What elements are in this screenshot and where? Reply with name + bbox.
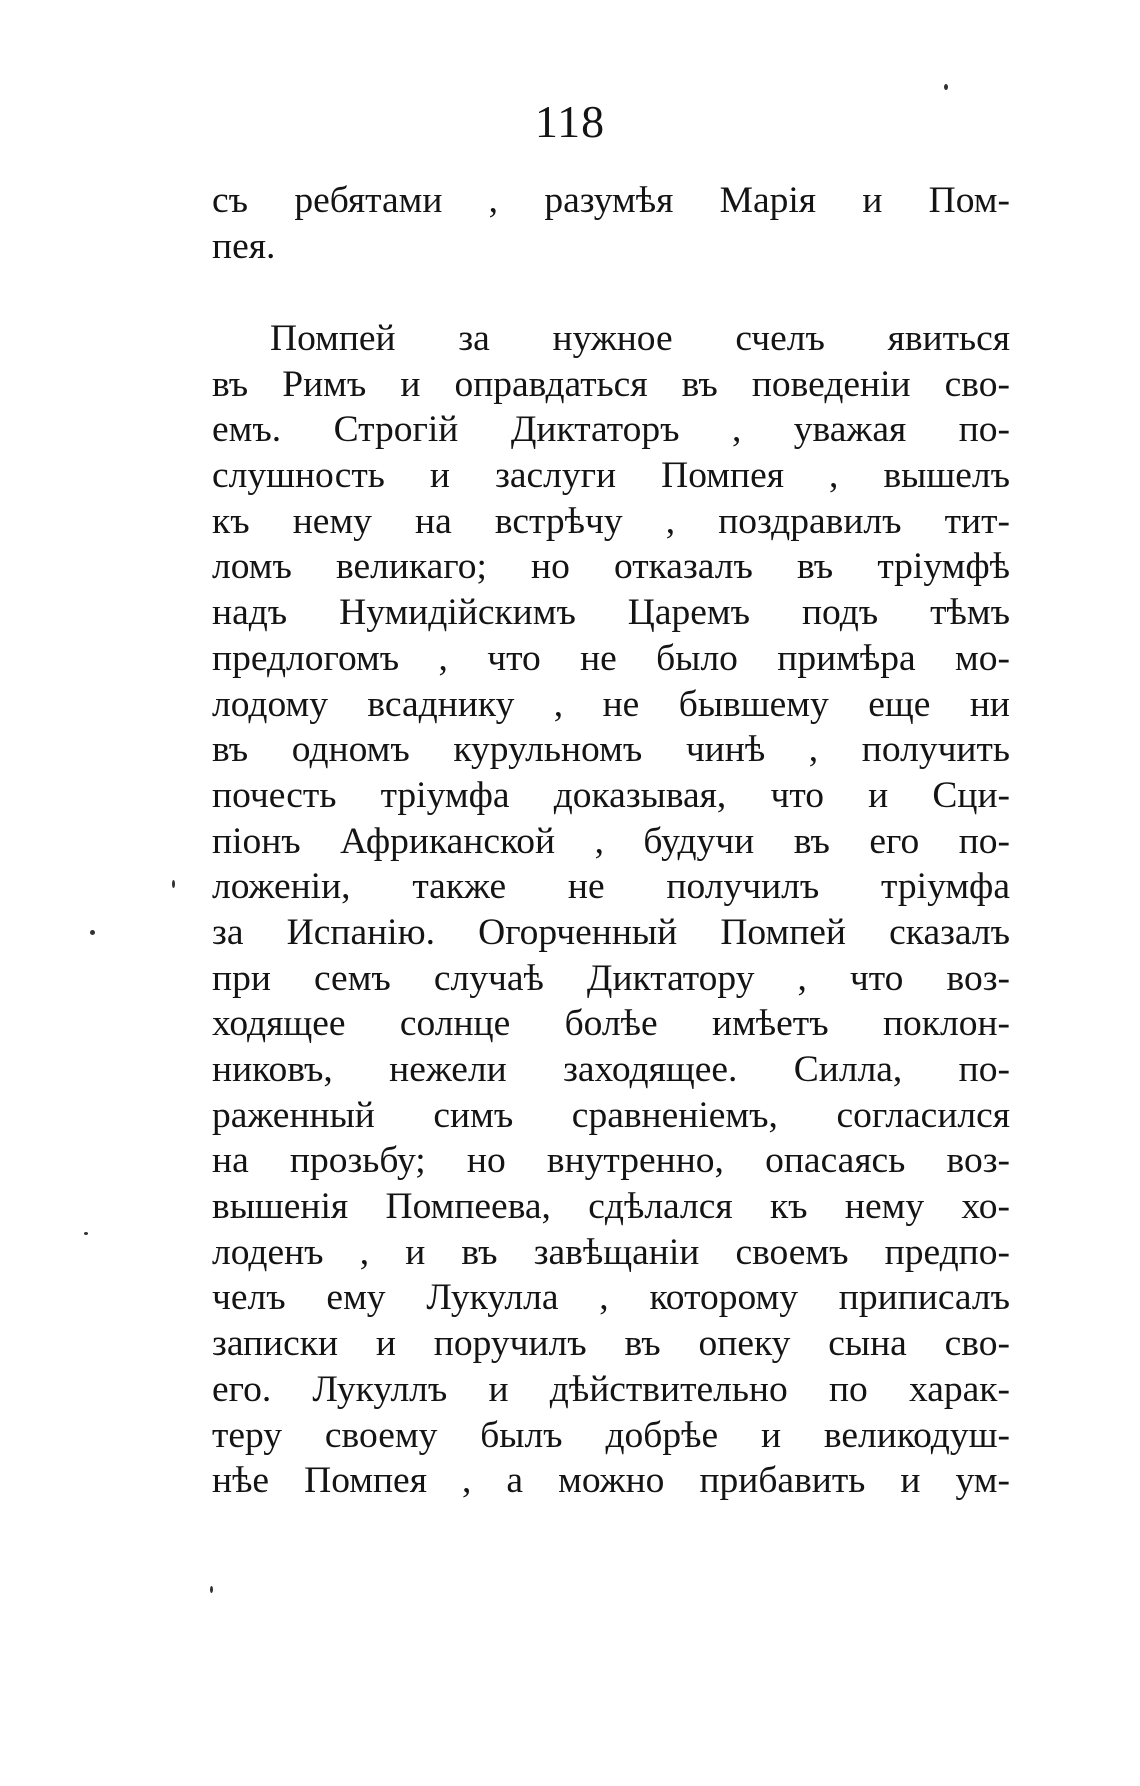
text-line: ложеніи, также не получилъ тріумфа: [212, 866, 1010, 908]
text-line: почесть тріумфа доказывая, что и Сци-: [212, 774, 1010, 816]
text-line: Помпей за нужное счелъ явиться: [270, 318, 1010, 359]
text-line: вышенія Помпеева, сдѣлался къ нему хо-: [212, 1186, 1010, 1228]
text-line: челъ ему Лукулла , которому приписалъ: [212, 1277, 1010, 1319]
text-line: ломъ великаго; но отказалъ въ тріумфѣ: [212, 546, 1010, 588]
text-line: нѣе Помпея , а можно прибавить и ум-: [212, 1460, 1010, 1502]
text-line: піонъ Африканской , будучи въ его по-: [212, 820, 1010, 862]
page-number: 118: [534, 96, 606, 147]
scan-speck: [944, 84, 948, 90]
text-line: пея.: [212, 225, 276, 267]
text-line: лоденъ , и въ завѣщаніи своемъ предпо-: [212, 1231, 1010, 1273]
text-line: теру своему былъ добрѣе и великодуш-: [212, 1414, 1010, 1456]
text-line: никовъ, нежели заходящее. Силла, по-: [212, 1049, 1010, 1090]
text-line: слушность и заслуги Помпея , вышелъ: [212, 455, 1010, 497]
text-line: съ ребятами , разумѣя Марія и Пом-: [212, 180, 1010, 221]
text-line: въ одномъ курульномъ чинѣ , получить: [212, 729, 1010, 771]
scan-speck: [172, 880, 175, 888]
text-line: его. Лукуллъ и дѣйствительно по харак-: [212, 1368, 1010, 1410]
scan-speck: [84, 1232, 88, 1235]
text-line: къ нему на встрѣчу , поздравилъ тит-: [212, 500, 1010, 542]
text-line: ходящее солнце болѣе имѣетъ поклон-: [212, 1003, 1010, 1045]
paragraph-continuation: [212, 178, 1010, 269]
text-line: записки и поручилъ въ опеку сына сво-: [212, 1323, 1010, 1365]
text-line: надъ Нумидійскимъ Царемъ подъ тѣмъ: [212, 592, 1010, 634]
scan-speck: [90, 930, 95, 935]
text-line: емъ. Строгій Диктаторъ , уважая по-: [212, 409, 1010, 451]
text-line: за Испанію. Огорченный Помпей сказалъ: [212, 911, 1010, 953]
text-line: предлогомъ , что не было примѣра мо-: [212, 637, 1010, 679]
scan-speck: [210, 1586, 213, 1593]
text-line: при семъ случаѣ Диктатору , что воз-: [212, 957, 1010, 999]
text-line: лодому всаднику , не бывшему еще ни: [212, 683, 1010, 725]
text-line: на прозьбу; но внутренно, опасаясь воз-: [212, 1140, 1010, 1182]
paragraph-main: [212, 316, 1010, 1504]
text-line: въ Римъ и оправдаться въ поведеніи сво-: [212, 363, 1010, 405]
text-line: раженный симъ сравненіемъ, согласился: [212, 1094, 1010, 1136]
